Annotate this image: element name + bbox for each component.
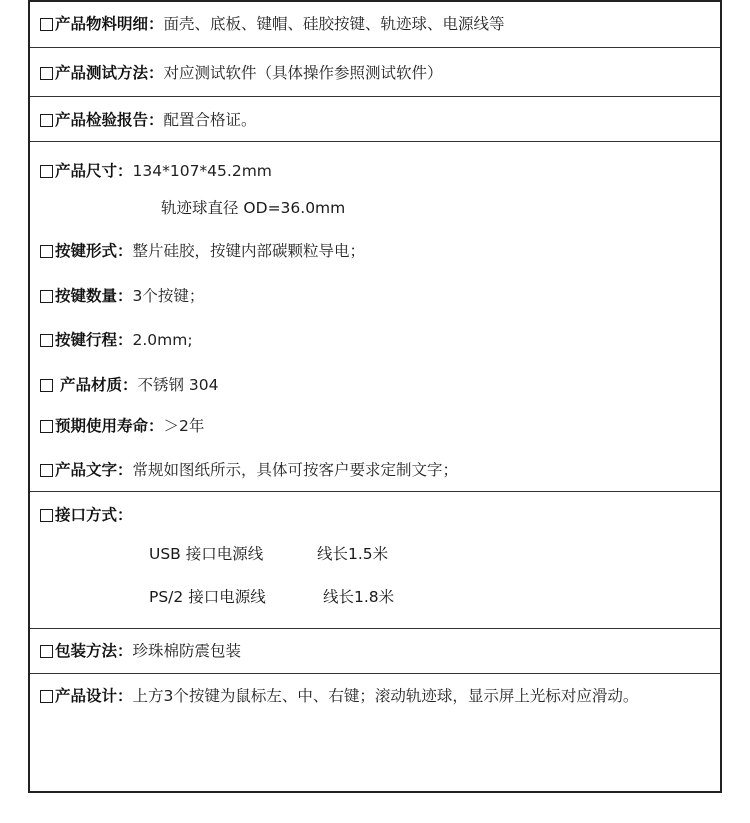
row-packaging [30,629,720,674]
material-label: 产品材质： [59,376,138,394]
size-value-2: 轨迹球直径 OD=36.0mm [161,199,346,217]
design-value: 上方3个按键为鼠标左、中、右键；滚动轨迹球，显示屏上光标对应滑动。 [132,687,639,705]
interface-label: 接口方式： [55,506,133,524]
packaging-label: 包装方法： [55,642,133,660]
row-design [30,674,720,793]
test-method-label: 产品测试方法： [55,64,164,82]
material-value: 不锈钢 304 [137,376,219,394]
checkbox-icon [40,690,53,703]
lifespan-label: 预期使用寿命： [55,417,164,435]
packaging-value: 珍珠棉防震包装 [132,642,242,660]
text-value: 常规如图纸所示，具体可按客户要求定制文字； [132,461,459,479]
checkbox-icon [40,18,53,31]
material-line [40,375,218,395]
key-travel-label: 按键行程： [55,331,133,349]
design-paragraph [40,681,712,712]
row-interface [30,492,720,629]
materials-line [40,14,505,34]
materials-label: 产品物料明细： [55,15,164,33]
ps2-option-name: PS/2 接口电源线 [149,588,266,606]
inspection-label: 产品检验报告： [55,111,164,129]
row-specs [30,142,720,492]
checkbox-icon [40,114,53,127]
key-form-line [40,241,365,261]
checkbox-icon [40,379,53,392]
checkbox-icon [40,290,53,303]
checkbox-icon [40,509,53,522]
spec-table [28,0,722,793]
lifespan-line [40,416,204,436]
checkbox-icon [40,464,53,477]
key-form-value: 整片硅胶，按键内部碳颗粒导电； [132,242,366,260]
row-test-method [30,48,720,97]
size-value: 134*107*45.2mm [132,162,272,180]
design-label: 产品设计： [55,687,133,705]
checkbox-icon [40,645,53,658]
key-count-label: 按键数量： [55,287,133,305]
interface-line [40,505,133,525]
size-line [40,161,272,181]
usb-option-name: USB 接口电源线 [149,545,264,563]
checkbox-icon [40,165,53,178]
key-count-line [40,286,204,306]
materials-value: 面壳、底板、键帽、硅胶按键、轨迹球、电源线等 [163,15,505,33]
checkbox-icon [40,420,53,433]
test-method-value: 对应测试软件（具体操作参照测试软件） [163,64,443,82]
inspection-value: 配置合格证。 [163,111,257,129]
row-inspection [30,97,720,142]
inspection-line [40,110,257,130]
size-label: 产品尺寸： [55,162,133,180]
key-form-label: 按键形式： [55,242,133,260]
text-label: 产品文字： [55,461,133,479]
test-method-line [40,63,443,83]
row-materials [30,2,720,48]
key-count-value: 3个按键； [132,287,205,305]
text-line [40,460,458,480]
key-travel-line [40,330,193,350]
lifespan-value: ＞2年 [163,417,205,435]
checkbox-icon [40,245,53,258]
ps2-option-length: 线长1.8米 [323,588,395,606]
checkbox-icon [40,67,53,80]
checkbox-icon [40,334,53,347]
key-travel-value: 2.0mm; [132,331,193,349]
usb-option-length: 线长1.5米 [317,545,389,563]
packaging-line [40,641,241,661]
